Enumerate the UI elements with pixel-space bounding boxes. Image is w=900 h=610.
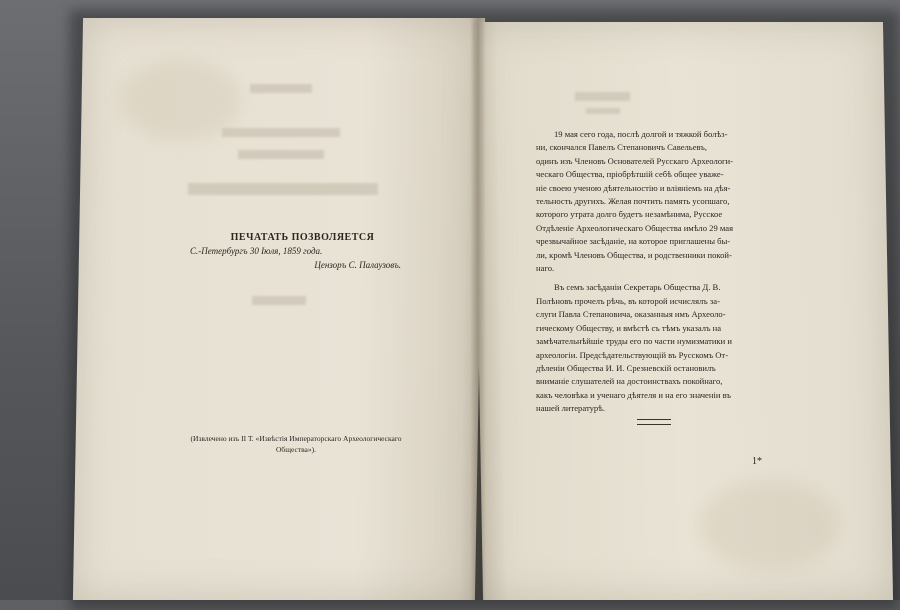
text-line: замѣчательнѣйшіе труды его по части нумизматики и <box>536 336 732 347</box>
imprimatur-place-date: С.-Петербургъ 30 Іюля, 1859 года. <box>190 246 323 256</box>
text-line: ли, кромѣ Членовъ Общества, и родственники покой- <box>536 249 732 260</box>
show-through-mark <box>222 128 340 137</box>
show-through-mark <box>238 150 324 159</box>
end-ornament <box>637 419 671 425</box>
show-through-mark <box>586 108 620 114</box>
text-line: Въ семъ засѣданіи Секретарь Общества Д. В. <box>554 282 721 293</box>
text-line: ни, скончался Павелъ Степановичъ Савельевъ, <box>536 142 707 153</box>
show-through-mark <box>252 296 306 305</box>
show-through-mark <box>575 92 630 101</box>
imprimatur-title: ПЕЧАТАТЬ ПОЗВОЛЯЕТСЯ <box>230 232 375 243</box>
text-line: ческаго Общества, пріобрѣтшій себѣ общее уваже- <box>536 169 724 180</box>
text-line: какъ человѣка и ученаго дѣятеля и на его значеніи въ <box>536 389 731 400</box>
censor-name: Цензоръ С. Палаузовъ. <box>314 260 401 270</box>
text-line: слуги Павла Степановича, оказанныя имъ Археоло- <box>536 309 726 320</box>
show-through-mark <box>188 183 378 195</box>
text-line: тельность другихъ. Желая почтить память усопшаго, <box>536 196 730 207</box>
source-note: (Извлечено изъ II Т. «Извѣстія Императорскаго Археологическаго Общества»). <box>190 434 402 454</box>
text-line: одинъ изъ Членовъ Основателей Русскаго Археологи- <box>536 155 734 166</box>
imprimatur-block <box>190 232 415 270</box>
show-through-mark <box>250 84 312 93</box>
text-line: которого утрата долго будетъ незамѣнима, Русское <box>536 209 723 220</box>
paragraph-1 <box>536 128 776 275</box>
text-line: Полѣновъ прочелъ рѣчь, въ которой исчислялъ за- <box>536 295 720 306</box>
text-line: наго. <box>536 263 555 274</box>
obituary-text <box>536 128 776 422</box>
text-line: ніе своею ученою дѣятельностію и вліяніемъ на дѣя- <box>536 182 731 193</box>
text-line: дѣленіи Общества И. И. Срезневскій остановилъ <box>536 362 716 373</box>
text-line: археологіи. Предсѣдательствующій въ Русскомъ От- <box>536 349 729 360</box>
signature-mark: 1* <box>752 456 762 467</box>
text-line: вниманіе слушателей на достоинствахъ покойнаго, <box>536 376 723 387</box>
book-spine <box>470 18 486 600</box>
text-line: 19 мая сего года, послѣ долгой и тяжкой болѣз- <box>554 129 728 139</box>
text-line: чрезвычайное засѣданіе, на которое приглашены бы- <box>536 236 731 247</box>
text-line: гическому Обществу, и вмѣстѣ съ тѣмъ указалъ на <box>536 322 722 333</box>
text-line: Отдѣленіе Археологическаго Общества имѣло 29 мая <box>536 222 734 233</box>
paragraph-2 <box>536 281 776 415</box>
paper-stain <box>700 480 840 570</box>
text-line: нашей литературѣ. <box>536 403 605 414</box>
